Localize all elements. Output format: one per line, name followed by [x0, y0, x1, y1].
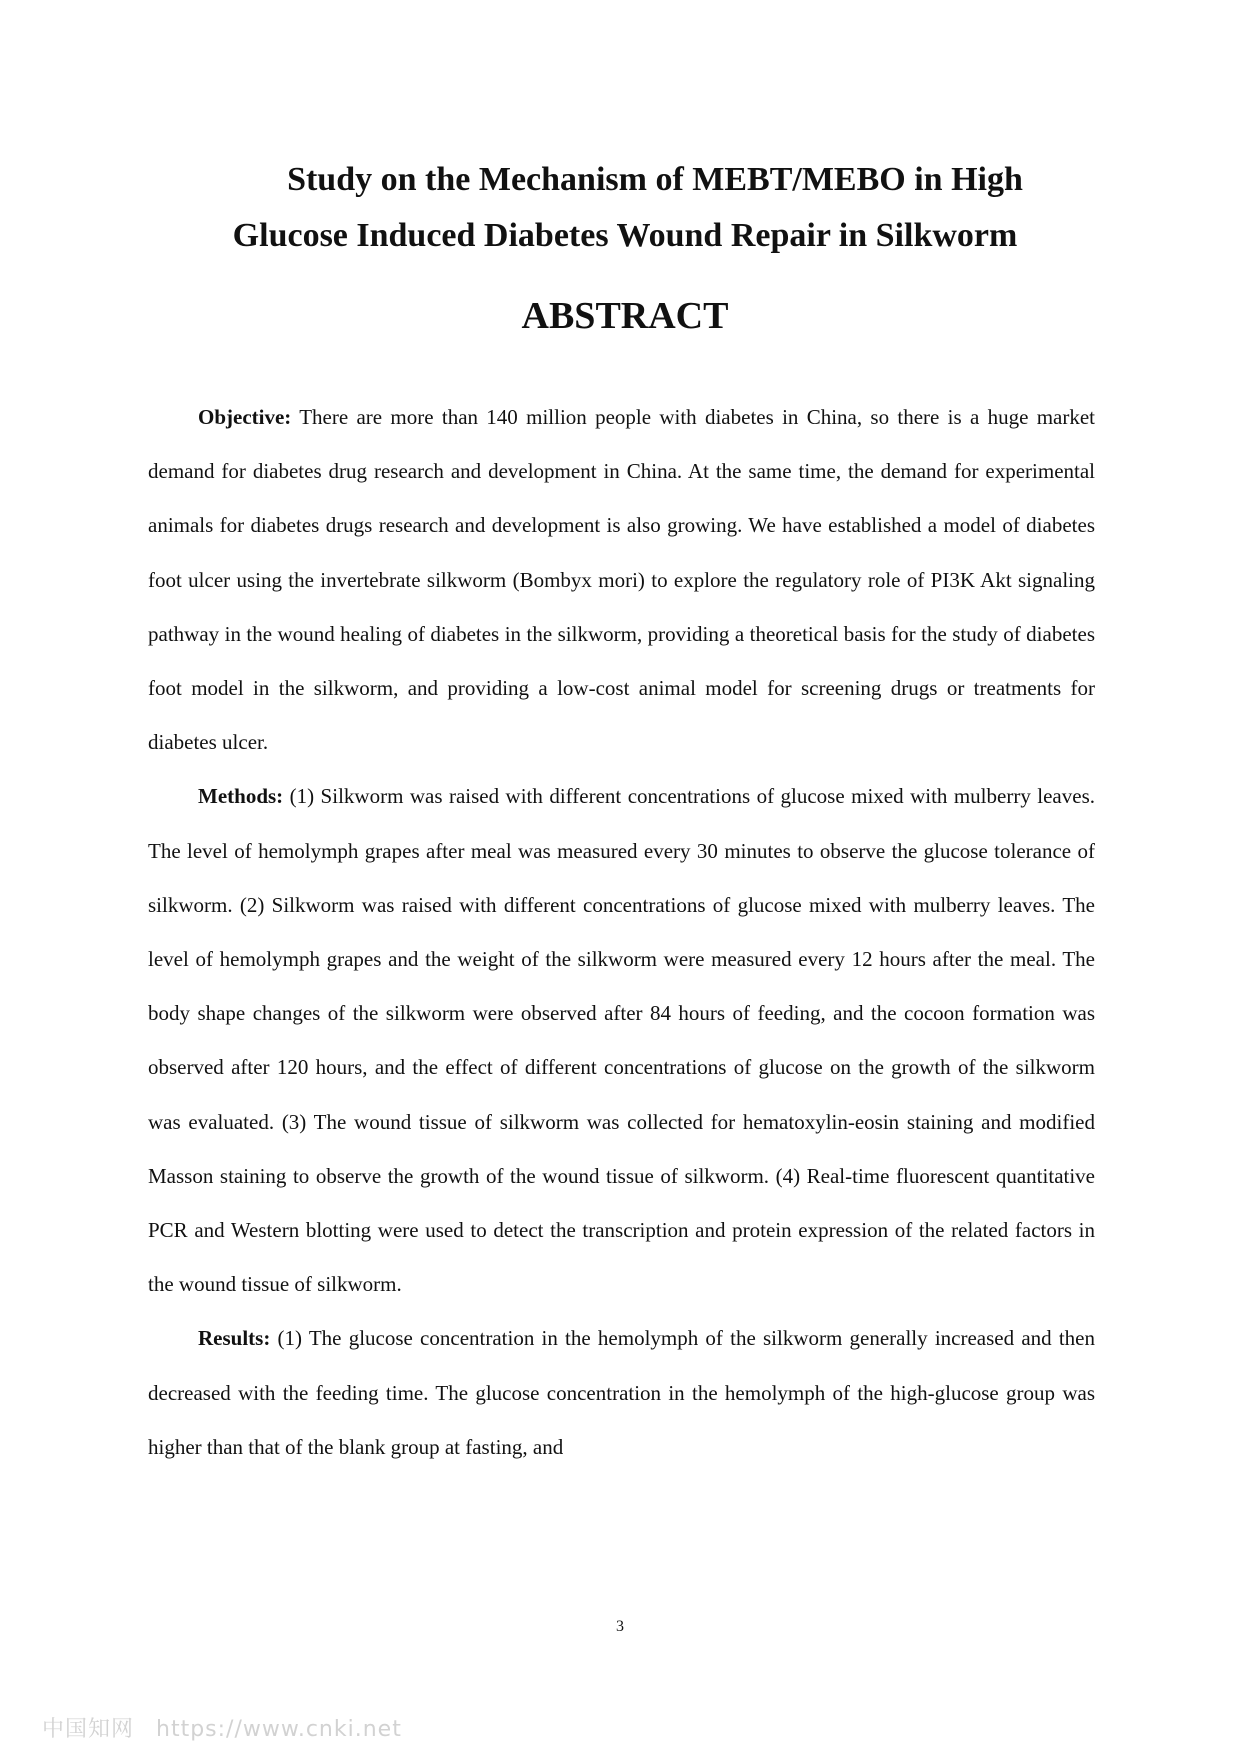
document-title [150, 152, 1100, 264]
methods-label: Methods: [198, 784, 284, 809]
title-line-1: Study on the Mechanism of MEBT/MEBO in High [287, 161, 1023, 198]
page-number: 3 [616, 1618, 624, 1635]
objective-text: There are more than 140 million people with diabetes in China, so there is a huge market demand for diabetes drug research and development in China. At the same time, the demand for experimental animals for diabetes drugs research and development is also growing. We have established a model of diabetes foot ulcer using the invertebrate silkworm (Bombyx mori) to explore the regulatory role of PI3K Akt signaling pathway in the wound healing of diabetes in the silkworm, providing a theoretical basis for the study of diabetes foot model in the silkworm, and providing a low-cost animal model for screening drugs or treatments for diabetes ulcer. [148, 405, 1095, 755]
cnki-watermark [42, 1712, 402, 1743]
methods-paragraph [148, 769, 1095, 1311]
title-line-2: Glucose Induced Diabetes Wound Repair in Silkworm [232, 217, 1018, 254]
methods-text: (1) Silkworm was raised with different concentrations of glucose mixed with mulberry leaves. The level of hemolymph grapes after meal was measured every 30 minutes to observe the glucose tolerance of silkworm. (2) Silkworm was raised with different concentrations of glucose mixed with mulberry leaves. The level of hemolymph grapes and the weight of the silkworm were measured every 12 hours after the meal. The body shape changes of the silkworm were observed after 84 hours of feeding, and the cocoon formation was observed after 120 hours, and the effect of different concentrations of glucose on the growth of the silkworm was evaluated. (3) The wound tissue of silkworm was collected for hematoxylin-eosin staining and modified Masson staining to observe the growth of the wound tissue of silkworm. (4) Real-time fluorescent quantitative PCR and Western blotting were used to detect the transcription and protein expression of the related factors in the wound tissue of silkworm. [148, 784, 1095, 1297]
results-paragraph [148, 1311, 1095, 1474]
results-label: Results: [198, 1326, 271, 1351]
watermark-logo-text: 中国知网 [42, 1717, 135, 1742]
watermark-url: https://www.cnki.net [156, 1717, 402, 1742]
results-text: (1) The glucose concentration in the hemolymph of the silkworm generally increased and then decreased with the feeding time. The glucose concentration in the hemolymph of the high-glucose group was higher than that of the blank group at fasting, and [148, 1326, 1095, 1459]
abstract-heading: ABSTRACT [521, 295, 729, 337]
objective-label: Objective: [198, 405, 292, 429]
objective-paragraph [148, 390, 1095, 769]
abstract-body [148, 390, 1095, 1474]
